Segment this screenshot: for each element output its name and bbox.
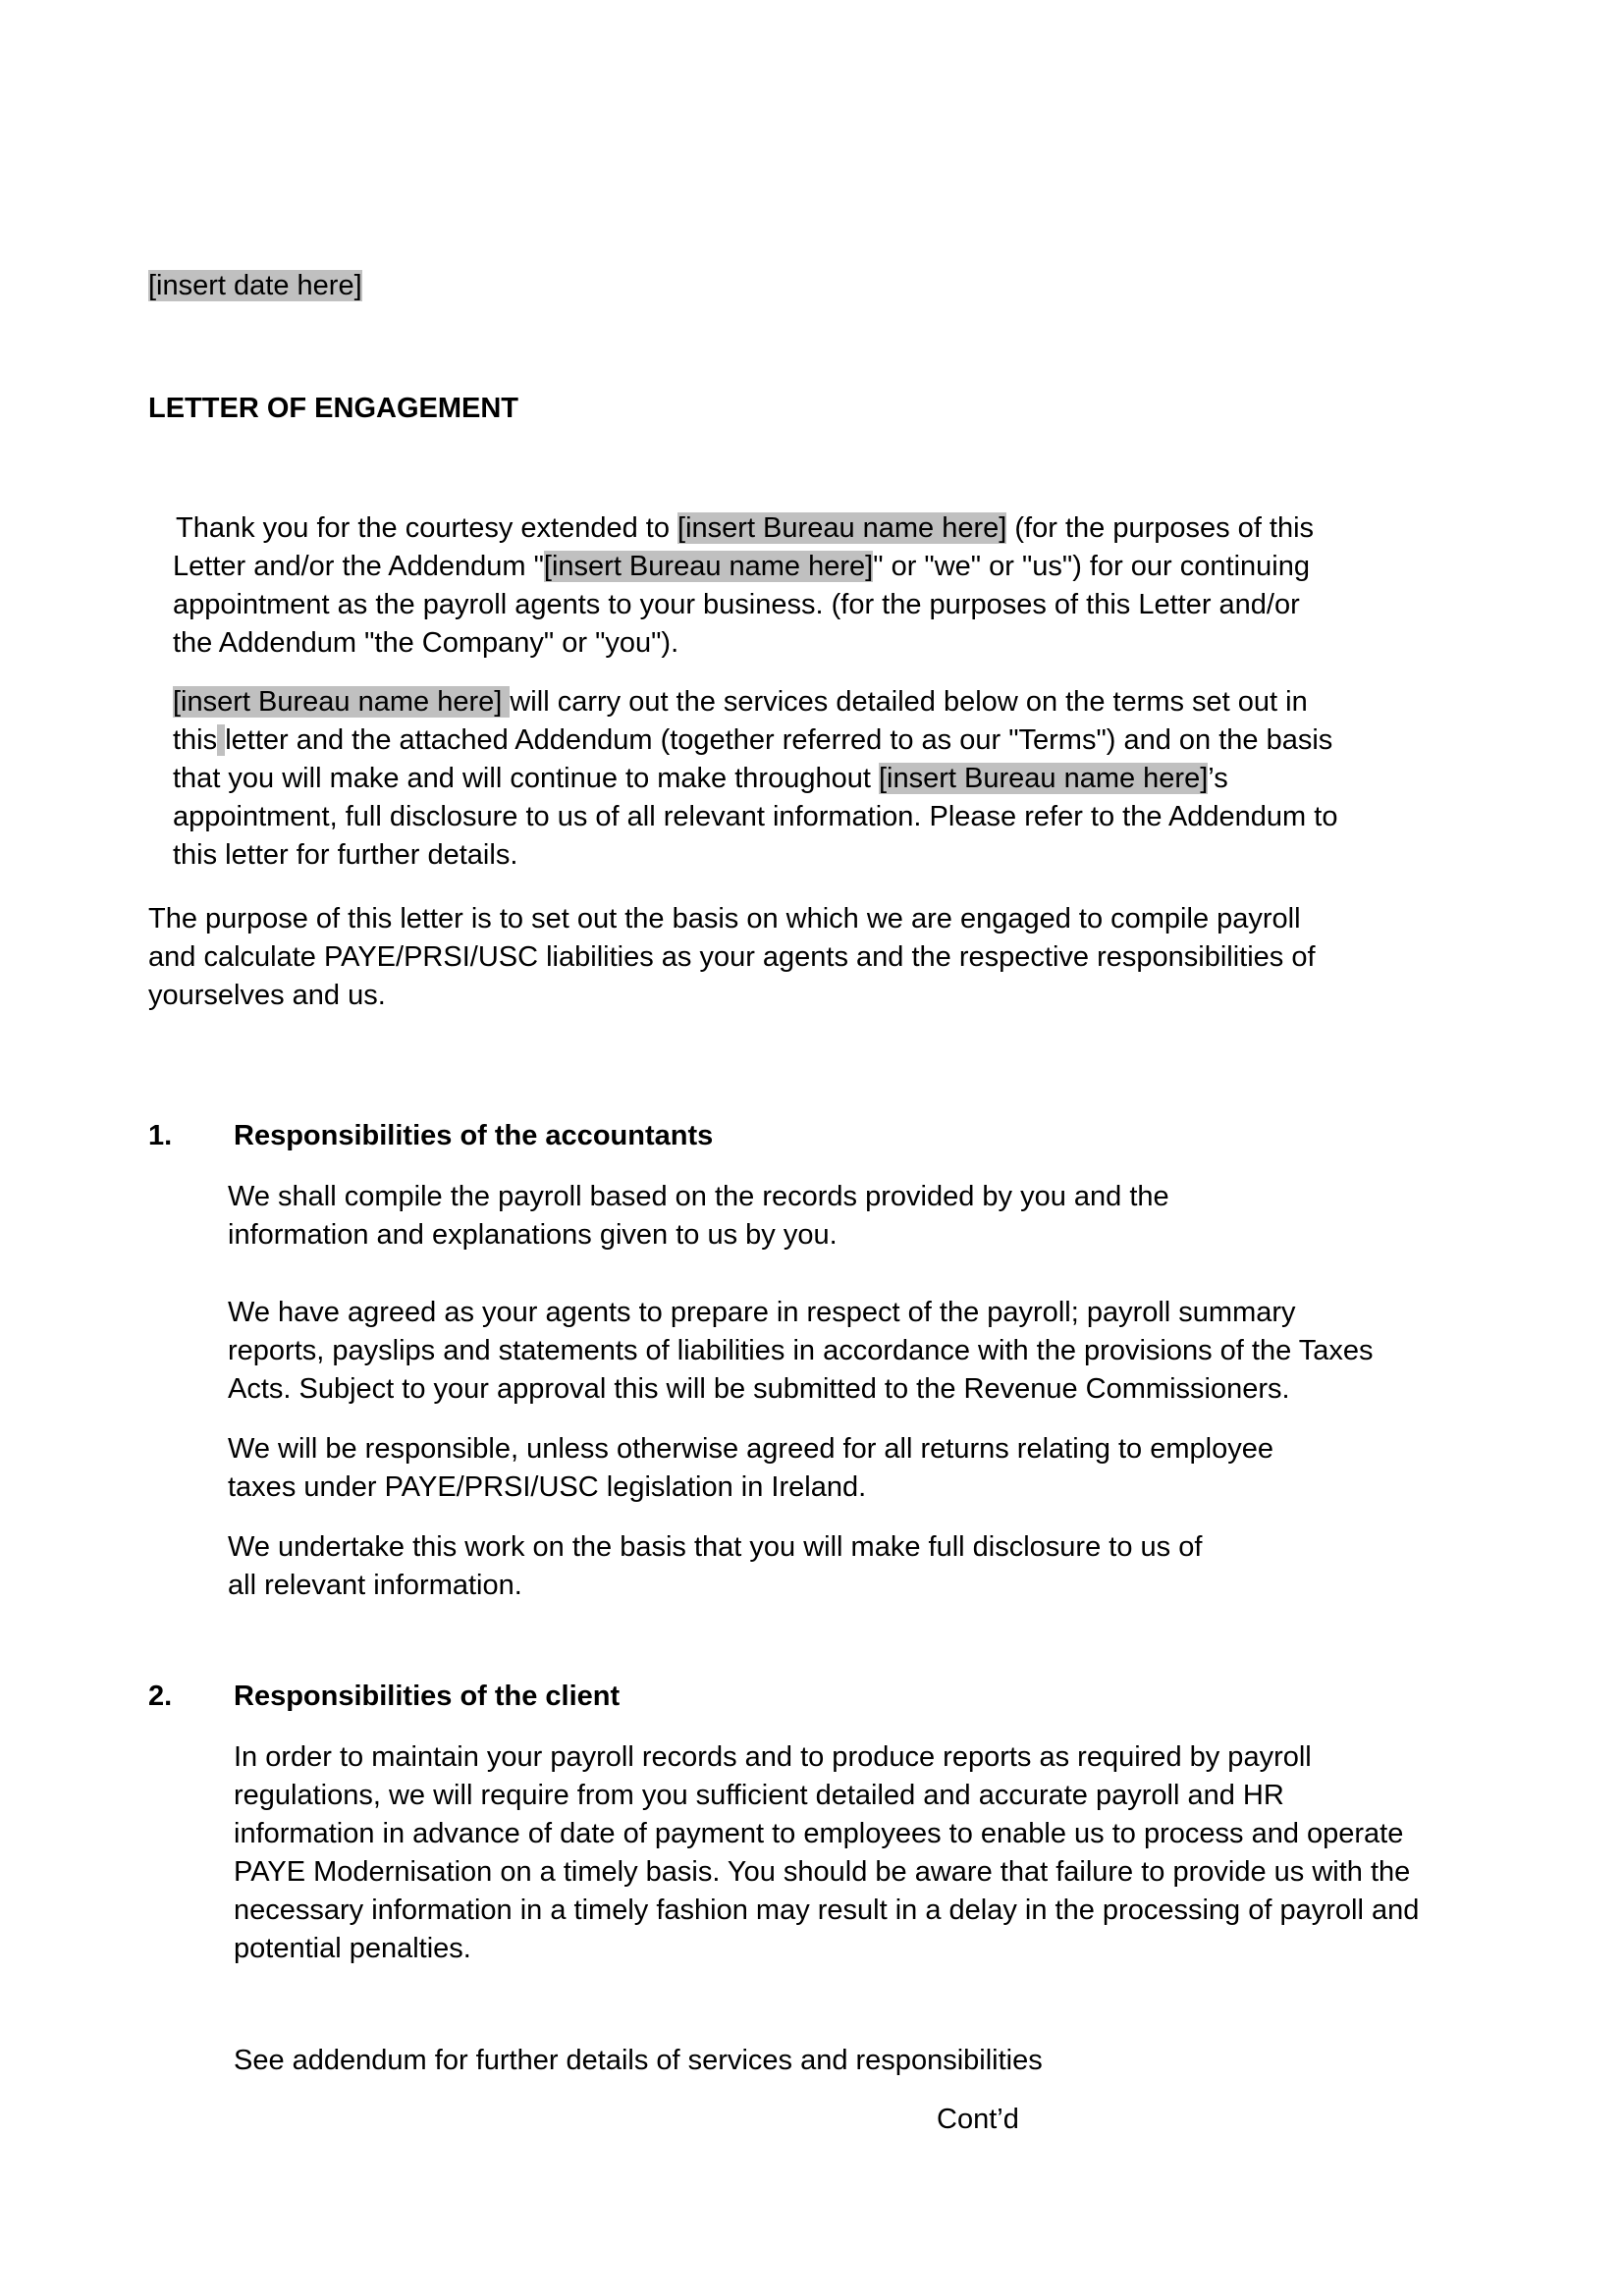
text-line: We have agreed as your agents to prepare in respect of the payroll; payroll summary bbox=[228, 1297, 1296, 1328]
text-line: appointment, full disclosure to us of all relevant information. Please refer to the Addendum to bbox=[173, 801, 1338, 832]
text-line: information in advance of date of payment to employees to enable us to process and operate bbox=[234, 1818, 1404, 1849]
highlight-fragment bbox=[217, 724, 225, 756]
text-line: regulations, we will require from you sufficient detailed and accurate payroll and HR bbox=[234, 1780, 1284, 1811]
section-1-paragraph-4 bbox=[228, 1528, 1504, 1605]
continued-marker: Cont’d bbox=[937, 2104, 1019, 2135]
text-line: See addendum for further details of services and responsibilities bbox=[234, 2045, 1043, 2076]
section-1-paragraph-2 bbox=[228, 1294, 1504, 1409]
section-number: 2. bbox=[148, 1681, 173, 1712]
section-2-paragraph-1 bbox=[234, 1738, 1559, 1968]
text-line: Letter and/or the Addendum "[insert Bureau name here]" or "we" or "us") for our continuing bbox=[173, 551, 1310, 582]
text-line: The purpose of this letter is to set out the basis on which we are engaged to compile payroll bbox=[148, 903, 1301, 934]
section-title: Responsibilities of the accountants bbox=[234, 1120, 714, 1151]
text-line: appointment as the payroll agents to your business. (for the purposes of this Letter and/or bbox=[173, 589, 1300, 620]
text-line: We will be responsible, unless otherwise agreed for all returns relating to employee bbox=[228, 1433, 1273, 1465]
date-placeholder-text: [insert date here] bbox=[148, 270, 362, 301]
intro-paragraph-1 bbox=[173, 509, 1449, 663]
text-line: that you will make and will continue to make throughout [insert Bureau name here]’s bbox=[173, 763, 1228, 794]
text-line: PAYE Modernisation on a timely basis. You should be aware that failure to provide us with the bbox=[234, 1856, 1411, 1888]
text-line: the Addendum "the Company" or "you"). bbox=[173, 627, 679, 659]
bureau-name-placeholder: [insert Bureau name here] bbox=[543, 551, 874, 582]
text-line: necessary information in a timely fashion may result in a delay in the processing of payroll and bbox=[234, 1895, 1420, 1926]
section-1-paragraph-3 bbox=[228, 1430, 1504, 1507]
text-line: this letter for further details. bbox=[173, 839, 518, 871]
intro-paragraph-2 bbox=[173, 683, 1449, 875]
text-line: [insert Bureau name here] will carry out the services detailed below on the terms set out in bbox=[173, 686, 1308, 718]
text-line: We undertake this work on the basis that you will make full disclosure to us of bbox=[228, 1531, 1203, 1563]
section-number: 1. bbox=[148, 1120, 173, 1151]
bureau-name-placeholder: [insert Bureau name here] bbox=[878, 763, 1209, 794]
text-line: Acts. Subject to your approval this will be submitted to the Revenue Commissioners. bbox=[228, 1373, 1290, 1405]
section-1-paragraph-1 bbox=[228, 1178, 1504, 1255]
text-line: all relevant information. bbox=[228, 1570, 522, 1601]
text-line: this letter and the attached Addendum (together referred to as our "Terms") and on the basis bbox=[173, 724, 1333, 756]
bureau-name-placeholder: [insert Bureau name here] bbox=[173, 686, 511, 718]
bureau-name-placeholder: [insert Bureau name here] bbox=[677, 512, 1007, 544]
text-line: In order to maintain your payroll records and to produce reports as required by payroll bbox=[234, 1741, 1312, 1773]
text-line: We shall compile the payroll based on the records provided by you and the bbox=[228, 1181, 1169, 1212]
date-placeholder bbox=[148, 267, 362, 305]
purpose-paragraph bbox=[148, 900, 1425, 1015]
text-line: information and explanations given to us by you. bbox=[228, 1219, 838, 1251]
text-line: and calculate PAYE/PRSI/USC liabilities as your agents and the respective responsibilities of bbox=[148, 941, 1316, 973]
text-line: yourselves and us. bbox=[148, 980, 386, 1011]
section-2-paragraph-2 bbox=[234, 2042, 1510, 2080]
text-line: taxes under PAYE/PRSI/USC legislation in Ireland. bbox=[228, 1471, 867, 1503]
text-line: potential penalties. bbox=[234, 1933, 471, 1964]
section-title: Responsibilities of the client bbox=[234, 1681, 621, 1712]
letter-title: LETTER OF ENGAGEMENT bbox=[148, 393, 518, 424]
text-line: reports, payslips and statements of liabilities in accordance with the provisions of the Taxes bbox=[228, 1335, 1374, 1366]
text-line: Thank you for the courtesy extended to [insert Bureau name here] (for the purposes of this bbox=[176, 512, 1315, 544]
